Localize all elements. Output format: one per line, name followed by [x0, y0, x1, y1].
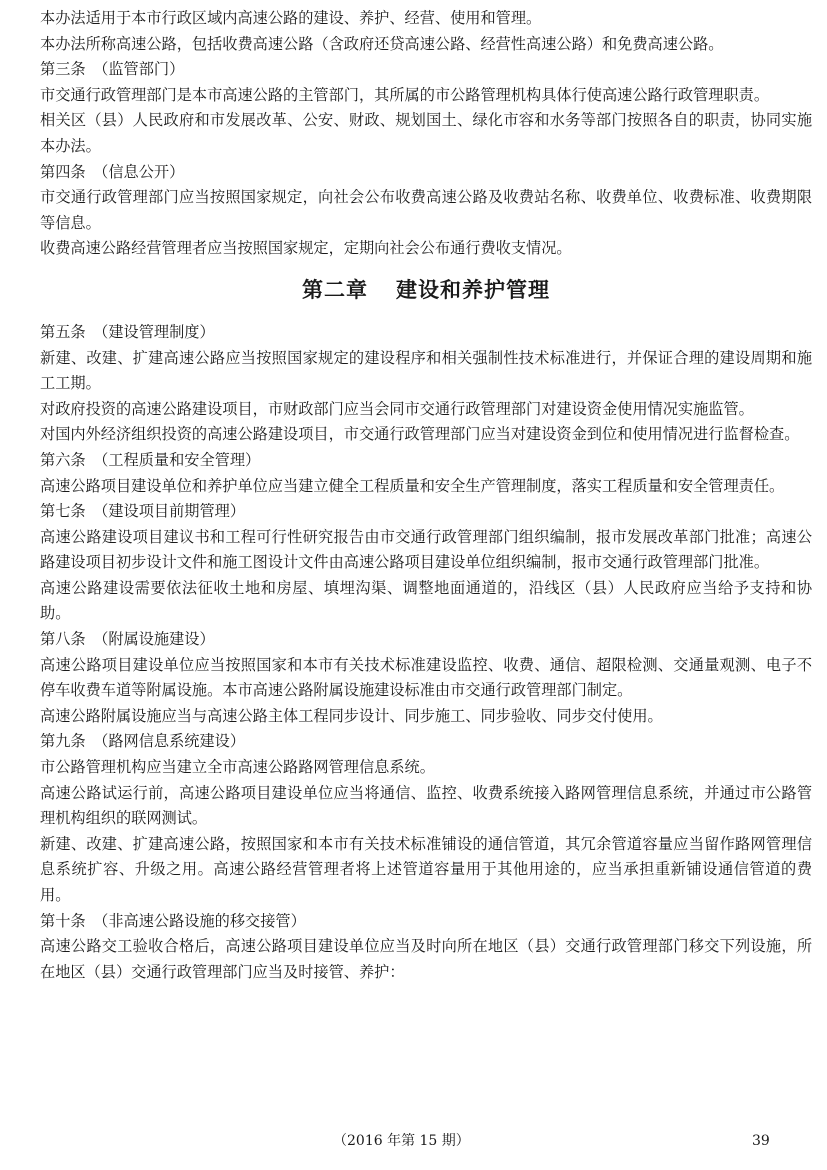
paragraph: 市公路管理机构应当建立全市高速公路路网管理信息系统。	[40, 758, 435, 777]
article-8-title: 第八条 （附属设施建设）	[40, 630, 215, 649]
paragraph: 高速公路试运行前，高速公路项目建设单位应当将通信、监控、收费系统接入路网管理信息系统，并通过市公路管理机构组织的联网测试。	[40, 783, 812, 828]
paragraph: 收费高速公路经营管理者应当按照国家规定，定期向社会公布通行费收支情况。	[40, 239, 572, 258]
paragraph: 市交通行政管理部门应当按照国家规定，向社会公布收费高速公路及收费站名称、收费单位、收费标准、收费期限等信息。	[40, 188, 812, 232]
paragraph: 对政府投资的高速公路建设项目，市财政部门应当会同市交通行政管理部门对建设资金使用情况实施监管。	[40, 399, 754, 418]
paragraph: 新建、改建、扩建高速公路应当按照国家规定的建设程序和相关强制性技术标准进行，并保证合理的建设周期和施工工期。	[40, 348, 812, 393]
paragraph: 本办法所称高速公路，包括收费高速公路（含政府还贷高速公路、经营性高速公路）和免费高速公路。	[40, 34, 724, 53]
article-3-title: 第三条 （监管部门）	[40, 60, 185, 79]
document-body	[40, 6, 812, 985]
page-number: 39	[752, 1133, 770, 1149]
paragraph: 高速公路建设需要依法征收土地和房屋、填埋沟渠、调整地面通道的，沿线区（县）人民政府应当给予支持和协助。	[40, 578, 812, 623]
article-6-title: 第六条 （工程质量和安全管理）	[40, 450, 261, 469]
article-10-title: 第十条 （非高速公路设施的移交接管）	[40, 911, 306, 930]
paragraph: 市交通行政管理部门是本市高速公路的主管部门，其所属的市公路管理机构具体行使高速公路行政管理职责。	[40, 85, 769, 104]
paragraph: 对国内外经济组织投资的高速公路建设项目，市交通行政管理部门应当对建设资金到位和使用情况进行监督检查。	[40, 425, 800, 444]
article-9-title: 第九条 （路网信息系统建设）	[40, 732, 246, 751]
article-4-title: 第四条 （信息公开）	[40, 162, 185, 181]
paragraph: 相关区（县）人民政府和市发展改革、公安、财政、规划国土、绿化市容和水务等部门按照各自的职责，协同实施本办法。	[40, 111, 812, 155]
article-5-title: 第五条 （建设管理制度）	[40, 322, 215, 341]
chapter-number: 第二章	[302, 276, 368, 302]
paragraph: 高速公路项目建设单位应当按照国家和本市有关技术标准建设监控、收费、通信、超限检测、交通量观测、电子不停车收费车道等附属设施。本市高速公路附属设施建设标准由市交通行政管理部门制定。	[40, 655, 812, 700]
paragraph: 高速公路项目建设单位和养护单位应当建立健全工程质量和安全生产管理制度，落实工程质量和安全管理责任。	[40, 476, 785, 495]
article-7-title: 第七条 （建设项目前期管理）	[40, 502, 246, 521]
issue-label: （2016 年第 15 期）	[333, 1133, 470, 1149]
chapter-name: 建设和养护管理	[396, 276, 550, 302]
paragraph: 高速公路建设项目建议书和工程可行性研究报告由市交通行政管理部门组织编制，报市发展改革部门批准；高速公路建设项目初步设计文件和施工图设计文件由高速公路项目建设单位组织编制，报市交通行政管理部门批准。	[40, 527, 812, 572]
paragraph: 高速公路交工验收合格后，高速公路项目建设单位应当及时向所在地区（县）交通行政管理部门移交下列设施，所在地区（县）交通行政管理部门应当及时接管、养护：	[40, 937, 812, 981]
chapter-heading	[40, 266, 812, 314]
paragraph: 高速公路附属设施应当与高速公路主体工程同步设计、同步施工、同步验收、同步交付使用。	[40, 706, 663, 725]
paragraph: 新建、改建、扩建高速公路，按照国家和本市有关技术标准铺设的通信管道，其冗余管道容量应当留作路网管理信息系统扩容、升级之用。高速公路经营管理者将上述管道容量用于其他用途的，应当承担重新铺设通信管道的费用。	[40, 834, 812, 904]
paragraph: 本办法适用于本市行政区域内高速公路的建设、养护、经营、使用和管理。	[40, 9, 542, 27]
